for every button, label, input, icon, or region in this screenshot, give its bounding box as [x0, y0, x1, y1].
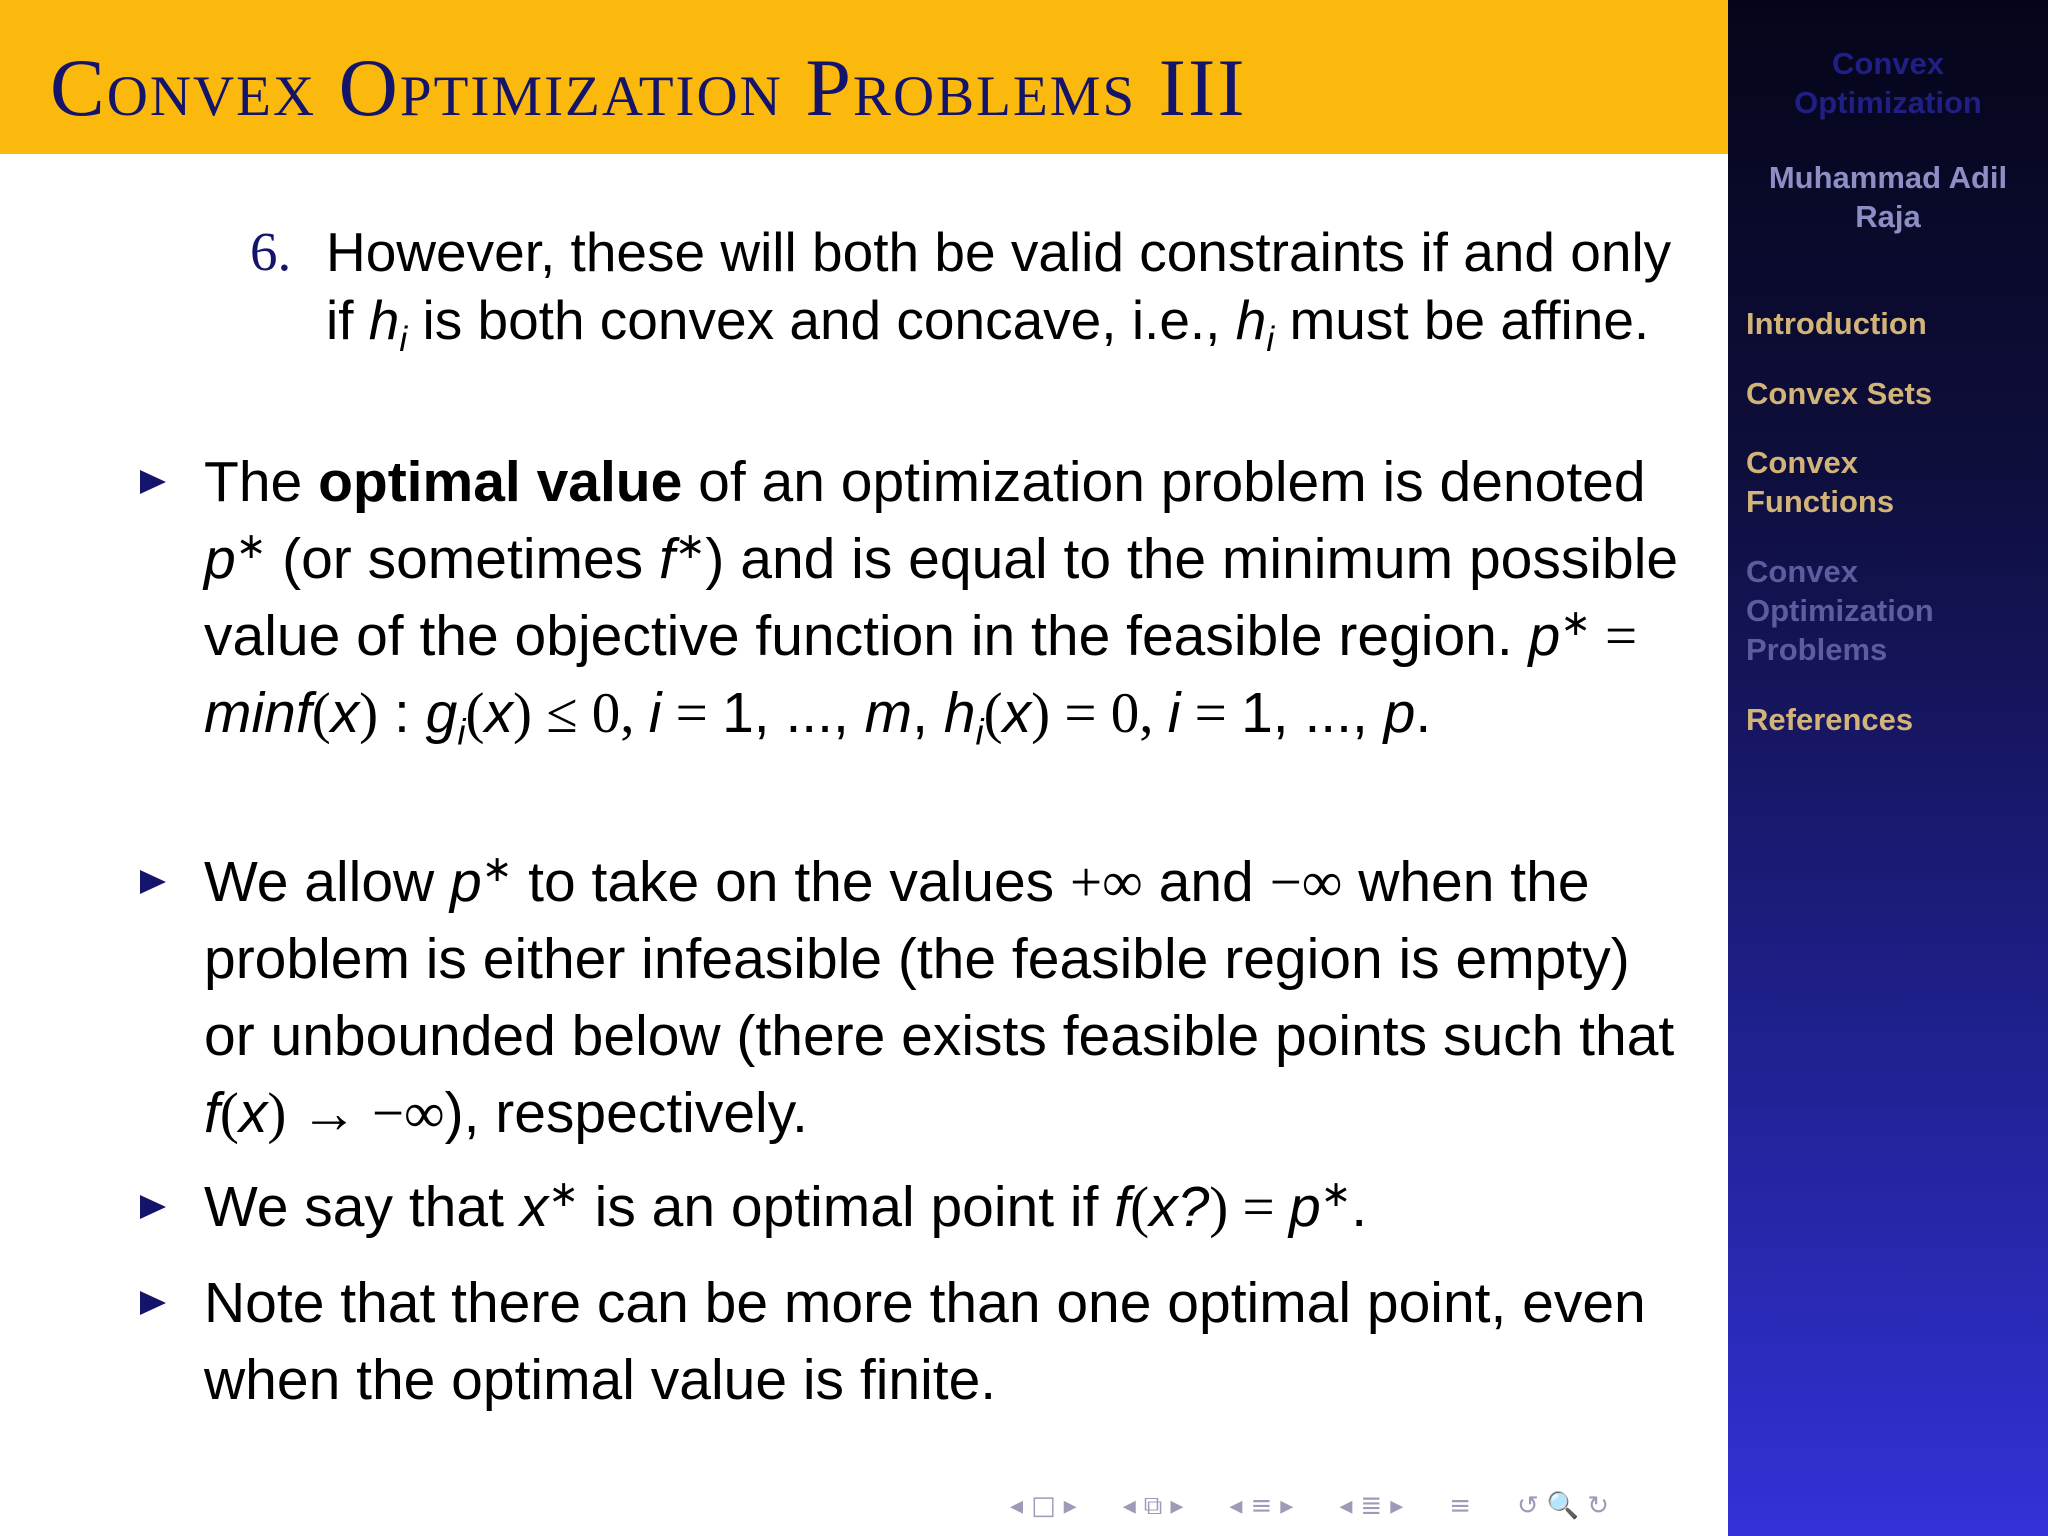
bullet-allow-infinite-values: We allow p∗ to take on the values +∞ and −∞ when the problem is either infeasible (the feasible region is empty) or unbounded below (there exists feasible points such that f(x) → −∞), respectively. [204, 848, 1675, 1145]
sidebar-title-line: Convex [1832, 46, 1944, 81]
sidebar-item-label: Functions [1746, 484, 1895, 519]
nav-next-section-icon[interactable]: ▸ [1390, 1491, 1404, 1521]
nav-forward-icon[interactable]: ↻ [1587, 1491, 1610, 1521]
bullet-marker [140, 1291, 166, 1315]
nav-prev-slide-icon[interactable]: ◂ [1010, 1491, 1024, 1521]
navigation-bar [1010, 1484, 1710, 1528]
sidebar [1728, 0, 2048, 1536]
sidebar-item-convex-functions[interactable] [1746, 443, 2036, 521]
nav-next-frame-icon[interactable]: ▸ [1170, 1491, 1184, 1521]
bullet-marker [140, 470, 166, 494]
sidebar-item-convex-optimization-problems[interactable] [1746, 552, 2036, 669]
sidebar-author-line: Muhammad Adil [1768, 160, 2008, 195]
sidebar-item-label: Convex [1746, 445, 1858, 480]
nav-frame-icon[interactable]: ⧉ [1143, 1490, 1163, 1521]
enumerated-item-text: However, these will both be valid constraints if and only if $h_i$ is both convex and concave, i.e., $h_i$ must be affine. [326, 221, 1672, 359]
sidebar-item-label: Introduction [1746, 306, 1927, 341]
nav-prev-subsection-icon[interactable]: ◂ [1229, 1491, 1243, 1521]
nav-slide-icon[interactable]: □ [1031, 1491, 1056, 1521]
bullet-marker [140, 1195, 166, 1219]
nav-subsection-icon[interactable]: ≡ [1250, 1491, 1273, 1521]
nav-prev-section-icon[interactable]: ◂ [1339, 1491, 1353, 1521]
sidebar-author-line: Raja [1855, 199, 1921, 234]
nav-search-icon[interactable]: 🔍 [1546, 1491, 1580, 1521]
bullet-marker [140, 870, 166, 894]
bullet-optimal-value: The optimal value of an optimization problem is denoted p∗ (or sometimes f∗) and is equal to the minimum possible value of the objective function in the feasible region. p∗ = minf(x) : $g_i(x) \le 0$, i = 1, ..., m, $h_i(x) = 0$, i = 1, ..., p. [204, 450, 1679, 753]
sidebar-presentation-title[interactable] [1728, 44, 2048, 122]
nav-next-subsection-icon[interactable]: ▸ [1280, 1491, 1294, 1521]
enumerated-item-number: 6. [250, 221, 292, 282]
sidebar-item-label: Convex [1746, 554, 1858, 589]
bullet-optimal-point: We say that x∗ is an optimal point if f(x?) = p∗. [204, 1173, 1368, 1239]
bullet-multiple-optimal-points: Note that there can be more than one optimal point, even when the optimal value is finite. [204, 1271, 1646, 1412]
slide-title: Convex Optimization Problems III [50, 42, 1247, 133]
sidebar-item-label: References [1746, 702, 1914, 737]
sidebar-item-introduction[interactable] [1746, 304, 2036, 343]
nav-document-icon[interactable]: ≡ [1449, 1491, 1472, 1521]
sidebar-author[interactable] [1728, 158, 2048, 236]
nav-back-icon[interactable]: ↺ [1517, 1491, 1539, 1521]
nav-next-slide-icon[interactable]: ▸ [1063, 1491, 1077, 1521]
sidebar-item-references[interactable] [1746, 700, 2036, 739]
nav-section-icon[interactable]: ≣ [1360, 1491, 1383, 1521]
sidebar-item-label: Problems [1746, 632, 1888, 667]
sidebar-title-line: Optimization [1794, 85, 1982, 120]
sidebar-item-label: Convex Sets [1746, 376, 1933, 411]
sidebar-item-label: Optimization [1746, 593, 1934, 628]
sidebar-item-convex-sets[interactable] [1746, 374, 2036, 413]
nav-prev-frame-icon[interactable]: ◂ [1122, 1491, 1136, 1521]
